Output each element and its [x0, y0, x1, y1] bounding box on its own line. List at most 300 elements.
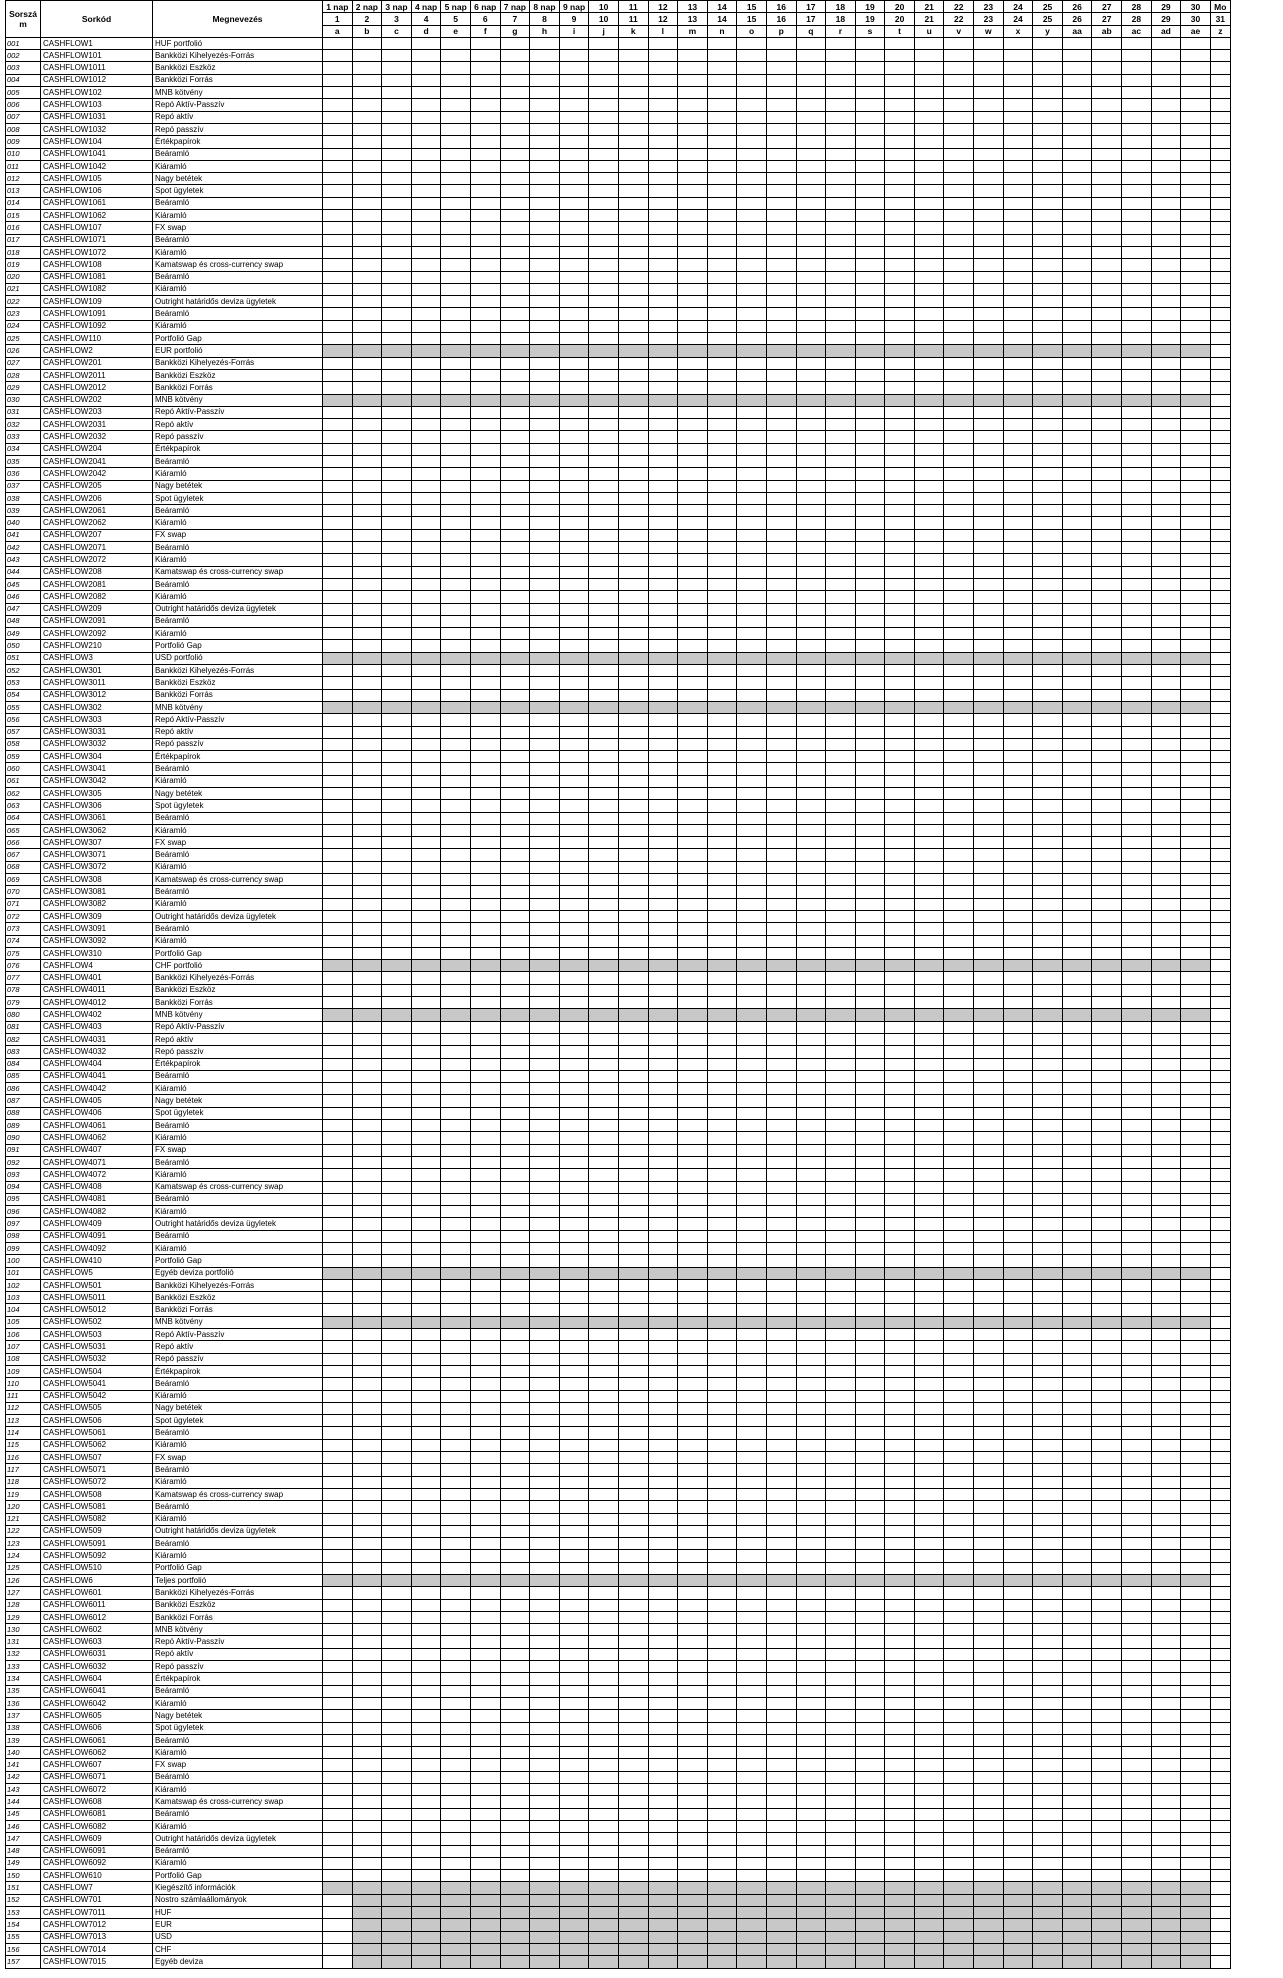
data-cell[interactable]: [1062, 566, 1092, 578]
data-cell[interactable]: [500, 1120, 530, 1132]
data-cell[interactable]: [382, 1439, 412, 1451]
data-cell[interactable]: [1092, 1685, 1122, 1697]
data-cell[interactable]: [944, 1538, 974, 1550]
data-cell[interactable]: [500, 886, 530, 898]
data-cell[interactable]: [382, 578, 412, 590]
data-cell[interactable]: [589, 173, 619, 185]
data-cell[interactable]: [707, 197, 737, 209]
data-cell[interactable]: [766, 923, 796, 935]
data-cell[interactable]: [559, 1685, 589, 1697]
data-cell[interactable]: [1122, 1218, 1152, 1230]
data-cell[interactable]: [1033, 308, 1063, 320]
data-cell[interactable]: [559, 1279, 589, 1291]
data-cell[interactable]: [382, 1685, 412, 1697]
data-cell[interactable]: [1062, 1279, 1092, 1291]
data-cell[interactable]: [1062, 1292, 1092, 1304]
data-cell[interactable]: [1181, 861, 1211, 873]
data-cell[interactable]: [855, 640, 885, 652]
data-cell[interactable]: [1003, 185, 1033, 197]
data-cell[interactable]: [323, 1575, 353, 1587]
data-cell[interactable]: [1151, 849, 1181, 861]
data-cell[interactable]: [470, 74, 500, 86]
data-cell[interactable]: [1122, 1599, 1152, 1611]
data-cell[interactable]: [470, 1193, 500, 1205]
data-cell[interactable]: [826, 210, 856, 222]
data-cell[interactable]: [411, 1181, 441, 1193]
data-cell[interactable]: [766, 1747, 796, 1759]
data-cell[interactable]: [411, 173, 441, 185]
data-cell[interactable]: [323, 369, 353, 381]
data-cell[interactable]: [855, 775, 885, 787]
data-cell[interactable]: [1122, 566, 1152, 578]
data-cell[interactable]: [1151, 1685, 1181, 1697]
data-cell[interactable]: [678, 505, 708, 517]
data-cell[interactable]: [500, 1353, 530, 1365]
data-cell[interactable]: [974, 1734, 1004, 1746]
data-cell[interactable]: [826, 320, 856, 332]
data-cell[interactable]: [974, 1058, 1004, 1070]
data-cell[interactable]: [914, 812, 944, 824]
data-cell[interactable]: [648, 935, 678, 947]
data-cell[interactable]: [1122, 1587, 1152, 1599]
data-cell[interactable]: [707, 1390, 737, 1402]
data-cell[interactable]: [1092, 1562, 1122, 1574]
data-cell[interactable]: [559, 898, 589, 910]
data-cell[interactable]: [323, 1156, 353, 1168]
data-cell[interactable]: [323, 271, 353, 283]
data-cell[interactable]: [974, 50, 1004, 62]
data-cell[interactable]: [470, 566, 500, 578]
data-cell[interactable]: [885, 1452, 915, 1464]
data-cell[interactable]: [974, 849, 1004, 861]
data-cell[interactable]: [796, 591, 826, 603]
data-cell[interactable]: [618, 701, 648, 713]
data-cell[interactable]: [944, 222, 974, 234]
data-cell[interactable]: [707, 1673, 737, 1685]
data-cell[interactable]: [737, 1242, 767, 1254]
data-cell[interactable]: [323, 74, 353, 86]
data-cell[interactable]: [1122, 308, 1152, 320]
data-cell[interactable]: [974, 1476, 1004, 1488]
data-cell[interactable]: [1151, 197, 1181, 209]
data-cell[interactable]: [618, 1279, 648, 1291]
data-cell[interactable]: [1033, 1279, 1063, 1291]
data-cell[interactable]: [1003, 529, 1033, 541]
data-cell[interactable]: [944, 1562, 974, 1574]
data-cell[interactable]: [1033, 837, 1063, 849]
data-cell[interactable]: [470, 62, 500, 74]
data-cell[interactable]: [796, 468, 826, 480]
data-cell[interactable]: [1092, 505, 1122, 517]
data-cell[interactable]: [855, 1156, 885, 1168]
data-cell[interactable]: [323, 1267, 353, 1279]
data-cell[interactable]: [678, 296, 708, 308]
data-cell[interactable]: [944, 1169, 974, 1181]
data-cell[interactable]: [766, 222, 796, 234]
data-cell[interactable]: [589, 443, 619, 455]
data-cell[interactable]: [441, 271, 471, 283]
data-cell[interactable]: [441, 997, 471, 1009]
data-cell[interactable]: [974, 1304, 1004, 1316]
data-cell[interactable]: [1181, 1734, 1211, 1746]
data-cell[interactable]: [678, 492, 708, 504]
data-cell[interactable]: [914, 1722, 944, 1734]
data-cell[interactable]: [1062, 345, 1092, 357]
data-cell[interactable]: [707, 935, 737, 947]
data-cell[interactable]: [766, 1673, 796, 1685]
data-cell[interactable]: [352, 824, 382, 836]
data-cell[interactable]: [1062, 505, 1092, 517]
data-cell[interactable]: [1033, 234, 1063, 246]
data-cell[interactable]: [530, 1304, 560, 1316]
data-cell[interactable]: [796, 357, 826, 369]
data-cell[interactable]: [648, 1033, 678, 1045]
data-cell[interactable]: [323, 824, 353, 836]
data-cell[interactable]: [737, 1685, 767, 1697]
data-cell[interactable]: [559, 726, 589, 738]
data-cell[interactable]: [323, 1378, 353, 1390]
data-cell[interactable]: [500, 1562, 530, 1574]
data-cell[interactable]: [944, 1021, 974, 1033]
data-cell[interactable]: [441, 210, 471, 222]
data-cell[interactable]: [678, 1464, 708, 1476]
data-cell[interactable]: [944, 197, 974, 209]
data-cell[interactable]: [826, 1107, 856, 1119]
data-cell[interactable]: [411, 812, 441, 824]
data-cell[interactable]: [352, 566, 382, 578]
data-cell[interactable]: [944, 1513, 974, 1525]
data-cell[interactable]: [382, 923, 412, 935]
data-cell[interactable]: [826, 197, 856, 209]
data-cell[interactable]: [796, 271, 826, 283]
data-cell[interactable]: [559, 1415, 589, 1427]
data-cell[interactable]: [618, 824, 648, 836]
data-cell[interactable]: [411, 1095, 441, 1107]
data-cell[interactable]: [1122, 1488, 1152, 1500]
data-cell[interactable]: [382, 308, 412, 320]
data-cell[interactable]: [1122, 1353, 1152, 1365]
data-cell[interactable]: [1181, 1279, 1211, 1291]
data-cell[interactable]: [826, 1132, 856, 1144]
data-cell[interactable]: [500, 1095, 530, 1107]
data-cell[interactable]: [500, 775, 530, 787]
data-cell[interactable]: [382, 148, 412, 160]
data-cell[interactable]: [885, 1415, 915, 1427]
data-cell[interactable]: [648, 1673, 678, 1685]
data-cell[interactable]: [796, 1636, 826, 1648]
data-cell[interactable]: [796, 185, 826, 197]
data-cell[interactable]: [1122, 1046, 1152, 1058]
data-cell[interactable]: [1122, 443, 1152, 455]
data-cell[interactable]: [678, 1193, 708, 1205]
data-cell[interactable]: [559, 160, 589, 172]
data-cell[interactable]: [352, 923, 382, 935]
data-cell[interactable]: [589, 492, 619, 504]
data-cell[interactable]: [885, 874, 915, 886]
data-cell[interactable]: [944, 640, 974, 652]
data-cell[interactable]: [648, 99, 678, 111]
data-cell[interactable]: [352, 1661, 382, 1673]
data-cell[interactable]: [530, 320, 560, 332]
data-cell[interactable]: [796, 1501, 826, 1513]
data-cell[interactable]: [855, 1661, 885, 1673]
data-cell[interactable]: [1092, 197, 1122, 209]
data-cell[interactable]: [826, 1624, 856, 1636]
data-cell[interactable]: [766, 62, 796, 74]
data-cell[interactable]: [1210, 812, 1230, 824]
data-cell[interactable]: [1062, 1242, 1092, 1254]
data-cell[interactable]: [678, 1562, 708, 1574]
data-cell[interactable]: [411, 898, 441, 910]
data-cell[interactable]: [648, 382, 678, 394]
data-cell[interactable]: [618, 1021, 648, 1033]
data-cell[interactable]: [737, 1083, 767, 1095]
data-cell[interactable]: [470, 1734, 500, 1746]
data-cell[interactable]: [796, 1599, 826, 1611]
data-cell[interactable]: [1151, 1144, 1181, 1156]
data-cell[interactable]: [855, 1734, 885, 1746]
data-cell[interactable]: [707, 689, 737, 701]
data-cell[interactable]: [974, 628, 1004, 640]
data-cell[interactable]: [885, 50, 915, 62]
data-cell[interactable]: [1033, 1722, 1063, 1734]
data-cell[interactable]: [1122, 738, 1152, 750]
data-cell[interactable]: [382, 246, 412, 258]
data-cell[interactable]: [1033, 1206, 1063, 1218]
data-cell[interactable]: [826, 701, 856, 713]
data-cell[interactable]: [766, 1599, 796, 1611]
data-cell[interactable]: [470, 222, 500, 234]
data-cell[interactable]: [1033, 1132, 1063, 1144]
data-cell[interactable]: [944, 763, 974, 775]
data-cell[interactable]: [441, 677, 471, 689]
data-cell[interactable]: [766, 1021, 796, 1033]
data-cell[interactable]: [618, 50, 648, 62]
data-cell[interactable]: [323, 640, 353, 652]
data-cell[interactable]: [470, 1206, 500, 1218]
data-cell[interactable]: [1181, 1402, 1211, 1414]
data-cell[interactable]: [352, 406, 382, 418]
data-cell[interactable]: [826, 1587, 856, 1599]
data-cell[interactable]: [411, 431, 441, 443]
data-cell[interactable]: [678, 898, 708, 910]
data-cell[interactable]: [826, 1378, 856, 1390]
data-cell[interactable]: [411, 1390, 441, 1402]
data-cell[interactable]: [678, 1242, 708, 1254]
data-cell[interactable]: [1151, 984, 1181, 996]
data-cell[interactable]: [944, 603, 974, 615]
data-cell[interactable]: [707, 1427, 737, 1439]
data-cell[interactable]: [1092, 1661, 1122, 1673]
data-cell[interactable]: [352, 1464, 382, 1476]
data-cell[interactable]: [944, 1661, 974, 1673]
data-cell[interactable]: [737, 62, 767, 74]
data-cell[interactable]: [1062, 87, 1092, 99]
data-cell[interactable]: [885, 566, 915, 578]
data-cell[interactable]: [470, 1316, 500, 1328]
data-cell[interactable]: [1062, 406, 1092, 418]
data-cell[interactable]: [530, 505, 560, 517]
data-cell[interactable]: [352, 837, 382, 849]
data-cell[interactable]: [974, 1242, 1004, 1254]
data-cell[interactable]: [1122, 296, 1152, 308]
data-cell[interactable]: [766, 136, 796, 148]
data-cell[interactable]: [1033, 369, 1063, 381]
data-cell[interactable]: [559, 554, 589, 566]
data-cell[interactable]: [1033, 935, 1063, 947]
data-cell[interactable]: [678, 1120, 708, 1132]
data-cell[interactable]: [1003, 1697, 1033, 1709]
data-cell[interactable]: [1181, 1390, 1211, 1402]
data-cell[interactable]: [855, 517, 885, 529]
data-cell[interactable]: [826, 308, 856, 320]
data-cell[interactable]: [352, 861, 382, 873]
data-cell[interactable]: [737, 1341, 767, 1353]
data-cell[interactable]: [1181, 1476, 1211, 1488]
data-cell[interactable]: [411, 357, 441, 369]
data-cell[interactable]: [352, 898, 382, 910]
data-cell[interactable]: [826, 837, 856, 849]
data-cell[interactable]: [974, 1710, 1004, 1722]
data-cell[interactable]: [1151, 505, 1181, 517]
data-cell[interactable]: [618, 1169, 648, 1181]
data-cell[interactable]: [974, 763, 1004, 775]
data-cell[interactable]: [855, 296, 885, 308]
data-cell[interactable]: [766, 111, 796, 123]
data-cell[interactable]: [707, 615, 737, 627]
data-cell[interactable]: [411, 1648, 441, 1660]
data-cell[interactable]: [323, 1476, 353, 1488]
data-cell[interactable]: [559, 1439, 589, 1451]
data-cell[interactable]: [914, 505, 944, 517]
data-cell[interactable]: [500, 960, 530, 972]
data-cell[interactable]: [885, 1525, 915, 1537]
data-cell[interactable]: [1181, 1636, 1211, 1648]
data-cell[interactable]: [1092, 849, 1122, 861]
data-cell[interactable]: [618, 1501, 648, 1513]
data-cell[interactable]: [530, 910, 560, 922]
data-cell[interactable]: [766, 296, 796, 308]
data-cell[interactable]: [589, 1120, 619, 1132]
data-cell[interactable]: [1181, 62, 1211, 74]
data-cell[interactable]: [648, 615, 678, 627]
data-cell[interactable]: [855, 1587, 885, 1599]
data-cell[interactable]: [1181, 886, 1211, 898]
data-cell[interactable]: [1210, 1021, 1230, 1033]
data-cell[interactable]: [1181, 1439, 1211, 1451]
data-cell[interactable]: [678, 148, 708, 160]
data-cell[interactable]: [944, 615, 974, 627]
data-cell[interactable]: [678, 984, 708, 996]
data-cell[interactable]: [589, 406, 619, 418]
data-cell[interactable]: [441, 492, 471, 504]
data-cell[interactable]: [589, 997, 619, 1009]
data-cell[interactable]: [974, 1021, 1004, 1033]
data-cell[interactable]: [885, 1378, 915, 1390]
data-cell[interactable]: [648, 369, 678, 381]
data-cell[interactable]: [382, 566, 412, 578]
data-cell[interactable]: [1181, 173, 1211, 185]
data-cell[interactable]: [1033, 37, 1063, 49]
data-cell[interactable]: [1122, 1697, 1152, 1709]
data-cell[interactable]: [323, 1464, 353, 1476]
data-cell[interactable]: [885, 210, 915, 222]
data-cell[interactable]: [1210, 714, 1230, 726]
data-cell[interactable]: [766, 812, 796, 824]
data-cell[interactable]: [826, 689, 856, 701]
data-cell[interactable]: [944, 259, 974, 271]
data-cell[interactable]: [974, 197, 1004, 209]
data-cell[interactable]: [352, 1156, 382, 1168]
data-cell[interactable]: [796, 849, 826, 861]
data-cell[interactable]: [470, 1452, 500, 1464]
data-cell[interactable]: [914, 972, 944, 984]
data-cell[interactable]: [1151, 1292, 1181, 1304]
data-cell[interactable]: [826, 1255, 856, 1267]
data-cell[interactable]: [974, 1193, 1004, 1205]
data-cell[interactable]: [944, 160, 974, 172]
data-cell[interactable]: [1003, 689, 1033, 701]
data-cell[interactable]: [1092, 1083, 1122, 1095]
data-cell[interactable]: [411, 111, 441, 123]
data-cell[interactable]: [559, 1144, 589, 1156]
data-cell[interactable]: [1092, 665, 1122, 677]
data-cell[interactable]: [1003, 1009, 1033, 1021]
data-cell[interactable]: [1181, 296, 1211, 308]
data-cell[interactable]: [470, 173, 500, 185]
data-cell[interactable]: [323, 160, 353, 172]
data-cell[interactable]: [1210, 1747, 1230, 1759]
data-cell[interactable]: [470, 1685, 500, 1697]
data-cell[interactable]: [826, 1525, 856, 1537]
data-cell[interactable]: [1092, 1697, 1122, 1709]
data-cell[interactable]: [1092, 382, 1122, 394]
data-cell[interactable]: [1003, 1464, 1033, 1476]
data-cell[interactable]: [1092, 123, 1122, 135]
data-cell[interactable]: [618, 320, 648, 332]
data-cell[interactable]: [1003, 1353, 1033, 1365]
data-cell[interactable]: [382, 812, 412, 824]
data-cell[interactable]: [1151, 1107, 1181, 1119]
data-cell[interactable]: [323, 960, 353, 972]
data-cell[interactable]: [618, 173, 648, 185]
data-cell[interactable]: [796, 1575, 826, 1587]
data-cell[interactable]: [441, 406, 471, 418]
data-cell[interactable]: [1122, 259, 1152, 271]
data-cell[interactable]: [944, 1747, 974, 1759]
data-cell[interactable]: [766, 505, 796, 517]
data-cell[interactable]: [352, 74, 382, 86]
data-cell[interactable]: [826, 74, 856, 86]
data-cell[interactable]: [737, 1648, 767, 1660]
data-cell[interactable]: [826, 468, 856, 480]
data-cell[interactable]: [855, 898, 885, 910]
data-cell[interactable]: [441, 222, 471, 234]
data-cell[interactable]: [559, 874, 589, 886]
data-cell[interactable]: [1033, 1316, 1063, 1328]
data-cell[interactable]: [974, 394, 1004, 406]
data-cell[interactable]: [1181, 1046, 1211, 1058]
data-cell[interactable]: [1033, 689, 1063, 701]
data-cell[interactable]: [530, 689, 560, 701]
data-cell[interactable]: [885, 1673, 915, 1685]
data-cell[interactable]: [1122, 1279, 1152, 1291]
data-cell[interactable]: [796, 1439, 826, 1451]
data-cell[interactable]: [944, 1193, 974, 1205]
data-cell[interactable]: [826, 997, 856, 1009]
data-cell[interactable]: [323, 1230, 353, 1242]
data-cell[interactable]: [1092, 1722, 1122, 1734]
